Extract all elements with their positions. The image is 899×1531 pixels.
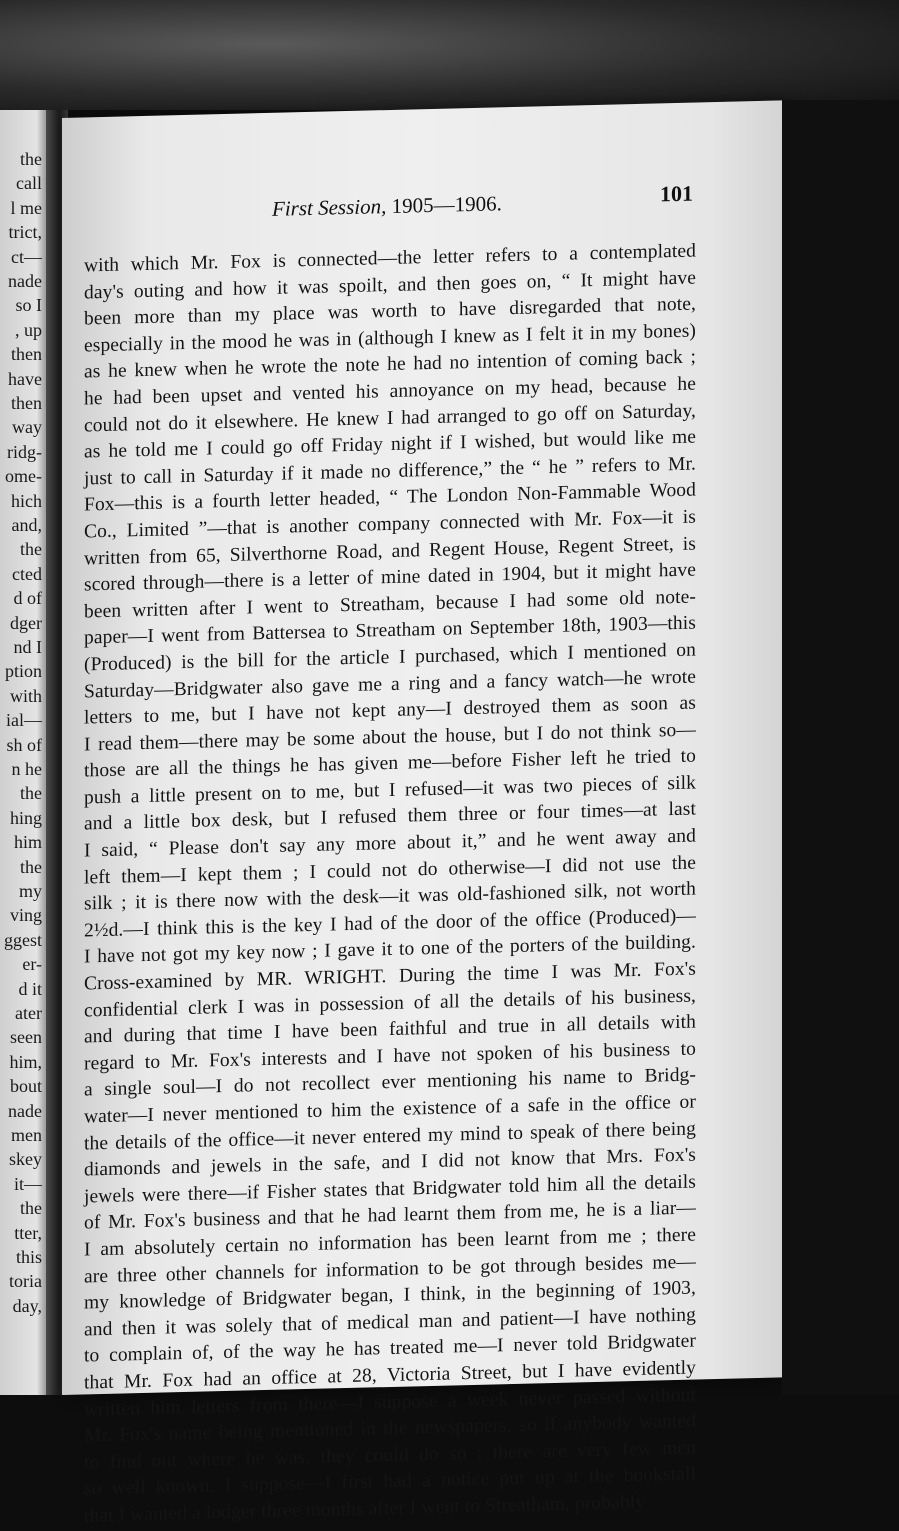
text-line: left them—I kept them ; I could not do otherwise—I did not use the — [84, 852, 696, 889]
left-page-fragment: it— — [13, 1173, 42, 1194]
text-line: written from 65, Silverthorne Road, and Regent House, Regent Street, is — [84, 533, 696, 569]
text-line: diamonds and jewels in the safe, and I did not know that Mrs. Fox's — [84, 1144, 696, 1181]
text-line: Saturday—Bridgwater also gave me a ring and a fancy watch—he wrote — [84, 666, 696, 702]
text-line: (Produced) is the bill for the article I purchased, which I mentioned on — [84, 639, 696, 676]
text-line: and a little box desk, but I refused them three or four times—at last — [84, 798, 696, 835]
left-page-fragment: the — [20, 149, 42, 169]
left-page-fragment: day, — [12, 1295, 42, 1316]
text-line: silk ; it is there now with the desk—it was old-fashioned silk, not worth — [84, 878, 696, 915]
left-page-fragment: d it — [18, 978, 42, 999]
left-page-fragment: and, — [11, 515, 42, 535]
left-page-fragment: the — [20, 783, 42, 804]
text-line: my knowledge of Bridgwater began, I think, in the beginning of 1903, — [84, 1277, 696, 1314]
left-page-fragment: ater — [15, 1003, 42, 1023]
left-page-fragment: ridg- — [7, 441, 42, 462]
text-line: letters to me, but I have not kept any—I destroyed them as soon as — [84, 692, 696, 729]
page-header — [62, 178, 782, 226]
left-page-fragment: skey — [9, 1149, 42, 1170]
text-line: a single soul—I do not recollect ever mentioning his name to Bridg- — [84, 1064, 696, 1101]
page-number: 101 — [660, 180, 693, 207]
text-line: Mr. Fox's name being mentioned in the newspapers, so if anybody wanted — [84, 1410, 696, 1447]
text-line: as he told me I could go off Friday night if I wished, but would like me — [84, 426, 696, 463]
running-head-session: First Session, — [272, 194, 387, 221]
text-line: especially in the mood he was in (although I knew as I felt it in my bones) — [84, 320, 696, 357]
left-page-fragment: er- — [22, 954, 42, 975]
left-page-fragment: with — [9, 685, 42, 706]
text-line: to complain of, of the way he has treated me—I never told Bridgwater — [84, 1330, 696, 1367]
left-page-fragment: sh of — [6, 734, 42, 755]
left-page-fragment: ption — [4, 661, 42, 682]
text-line: that I wanted a lodger three months after I went to Streatham, probably — [84, 1491, 646, 1527]
text-line: he had been upset and vented his annoyance on my head, because he — [84, 373, 696, 410]
left-page-fragment: toria — [9, 1271, 42, 1292]
text-line: regard to Mr. Fox's interests and I have not spoken of his business to — [84, 1038, 696, 1075]
body-text — [84, 239, 696, 1530]
left-page-fragment: so I — [15, 295, 42, 316]
running-head-years: 1905—1906. — [386, 191, 502, 219]
text-line: written him letters from there—I suppose a week never passed without — [84, 1384, 696, 1420]
text-line: I said, “ Please don't say any more about it,” and he went away and — [84, 825, 696, 862]
left-page-fragment: this — [15, 1247, 42, 1267]
text-line: I read them—there may be some about the house, but I do not think so— — [84, 719, 696, 756]
left-page-fragment: seen — [10, 1027, 42, 1048]
text-line: Cross-examined by MR. WRIGHT. During the time I was Mr. Fox's — [84, 958, 696, 995]
text-line: those are all the things he has given me—before Fisher left he tried to — [84, 745, 696, 782]
left-page-fragment: ggest — [4, 929, 42, 950]
left-page-fragment: nade — [8, 271, 42, 291]
left-page-fragment: nade — [8, 1100, 42, 1121]
text-line: day's outing and how it was spoilt, and then goes on, “ It might have — [84, 267, 696, 304]
text-line: Fox—this is a fourth letter headed, “ The London Non-Fammable Wood — [84, 479, 696, 516]
text-line: and then it was solely that of medical man and patient—I have nothing — [84, 1304, 696, 1341]
text-line: could not do it elsewhere. He knew I had arranged to go off on Saturday, — [84, 400, 696, 437]
left-page-fragment: d of — [13, 588, 42, 609]
text-line: push a little present on to me, but I refused—it was two pieces of silk — [84, 772, 696, 809]
left-page-fragment: n he — [11, 759, 42, 779]
text-line: and during that time I have been faithful and true in all details with — [84, 1011, 696, 1048]
text-line: paper—I went from Battersea to Streatham on September 18th, 1903—this — [84, 612, 696, 649]
left-page-fragment: hich — [11, 490, 42, 511]
left-page-fragment: men — [11, 1125, 42, 1145]
left-page-fragment: him, — [9, 1051, 42, 1072]
text-line: are three other channels for information to be got through besides me— — [84, 1251, 696, 1288]
left-page-fragment: ct— — [11, 246, 42, 267]
left-page-fragment: dger — [10, 612, 42, 633]
left-page-fragment: , up — [15, 319, 42, 340]
text-line: I am absolutely certain no information has been learnt from me ; there — [84, 1224, 696, 1261]
left-page-fragment: my — [18, 881, 42, 901]
left-page-fragment: call — [16, 173, 42, 194]
left-page-fragment: trict, — [8, 222, 42, 243]
left-page-fragment: cted — [12, 563, 42, 584]
left-page-fragment: then — [11, 344, 42, 365]
left-page-fragment: hing — [9, 807, 42, 828]
left-page-edge — [0, 110, 46, 1395]
left-page-fragment: bout — [9, 1076, 42, 1097]
left-page-fragment: way — [12, 417, 42, 438]
running-head — [272, 191, 502, 222]
left-page-fragment: the — [20, 856, 42, 877]
right-page — [62, 100, 782, 1527]
text-line: confidential clerk I was in possession of all the details of his business, — [84, 985, 696, 1022]
text-line: been more than my place was worth to have disregarded that note, — [84, 293, 696, 330]
left-page-fragment: tter, — [14, 1222, 42, 1243]
text-line: as he knew when he wrote the note he had no intention of coming back ; — [84, 346, 696, 383]
left-page-fragment: nd I — [13, 637, 42, 657]
text-line: 2½d.—I think this is the key I had of the door of the office (Produced)— — [84, 905, 696, 942]
scan-background-top — [0, 0, 899, 110]
left-page-fragment: have — [8, 368, 42, 389]
text-line: jewels were there—if Fisher states that Bridgwater told him all the details — [84, 1171, 696, 1208]
scan-background-right — [782, 100, 899, 1395]
text-line: so well known, I suppose—I first had a notice put up at the bookstall — [84, 1463, 696, 1500]
left-page-fragment: the — [20, 539, 42, 560]
left-page-fragment: the — [20, 1198, 42, 1219]
left-page-fragment: him — [13, 832, 42, 853]
text-line: scored through—there is a letter of mine dated in 1904, but it might have — [84, 559, 696, 596]
text-line: to find out where he was, they could do so ; there are very few men — [84, 1437, 696, 1474]
text-line: Co., Limited ”—that is another company connected with Mr. Fox—it is — [84, 506, 696, 543]
left-page-fragment: ial— — [6, 710, 42, 731]
text-line: with which Mr. Fox is connected—the letter refers to a contemplated — [84, 240, 696, 277]
left-page-fragment: ome- — [5, 466, 42, 487]
left-page-fragment: l me — [10, 197, 42, 218]
text-line: been written after I went to Streatham, because I had some old note- — [84, 586, 696, 623]
left-page-fragment: then — [11, 393, 42, 413]
text-line: the details of the office—it never entered my mind to speak of there being — [84, 1118, 696, 1155]
text-line: that Mr. Fox had an office at 28, Victoria Street, but I have evidently — [84, 1357, 696, 1394]
text-line: just to call in Saturday if it made no difference,” the “ he ” refers to Mr. — [84, 453, 696, 490]
text-line: water—I never mentioned to him the existence of a safe in the office or — [84, 1091, 696, 1128]
text-line: I have not got my key now ; I gave it to one of the porters of the building. — [84, 931, 696, 968]
text-line: of Mr. Fox's business and that he had learnt them from me, he is a liar— — [84, 1197, 696, 1234]
left-page-fragment: ving — [9, 905, 42, 926]
